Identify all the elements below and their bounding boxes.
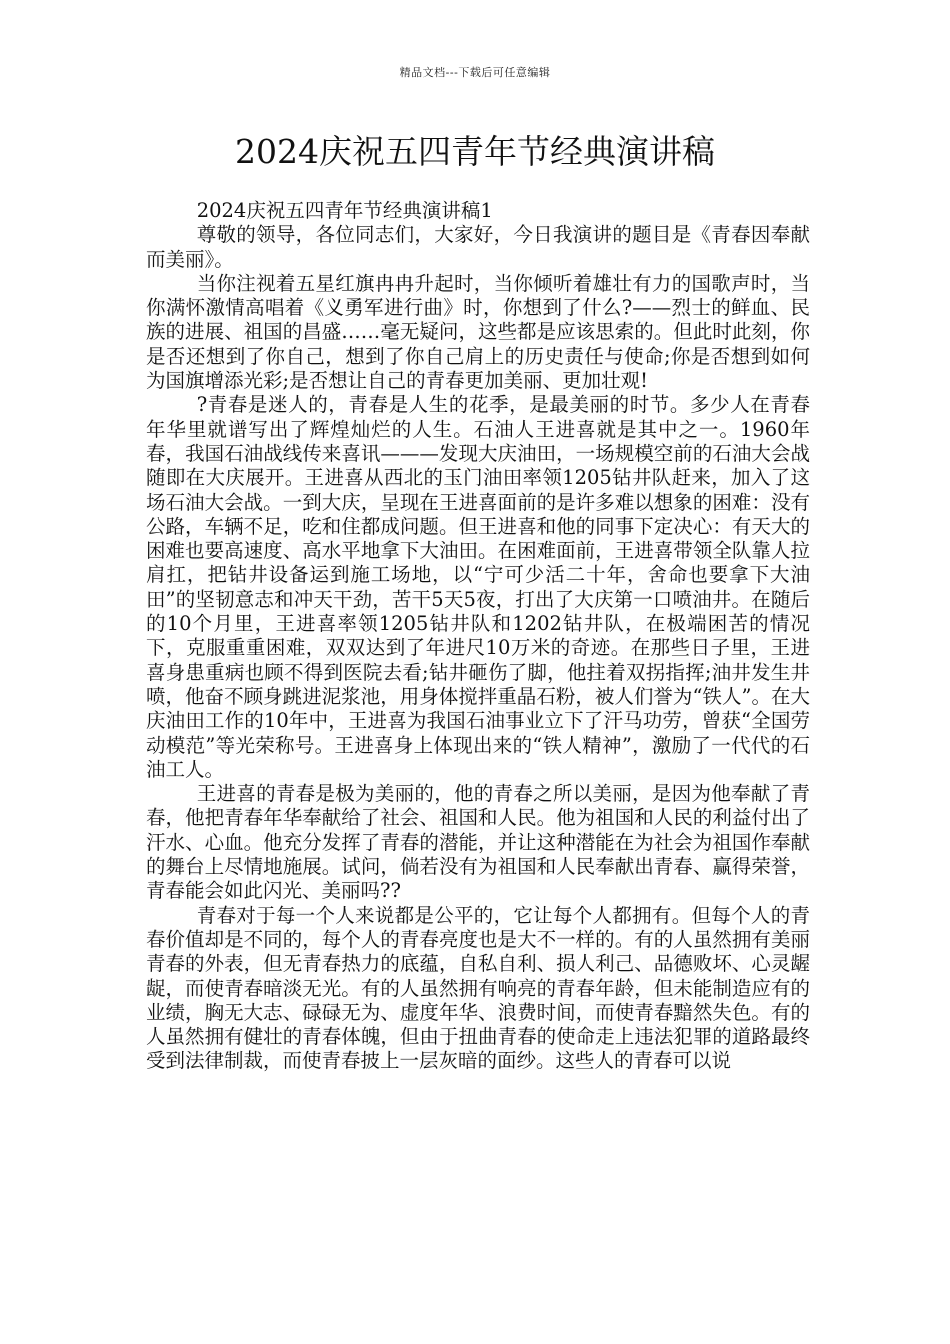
document-body	[146, 199, 810, 1074]
paragraph: 青春对于每一个人来说都是公平的，它让每个人都拥有。但每个人的青春价值却是不同的，每个人的青春亮度也是大不一样的。有的人虽然拥有美丽青春的外表，但无青春热力的底蕴，自私自利、损人利己、品德败坏、心灵龌龊，而使青春暗淡无光。有的人虽然拥有响亮的青春年龄，但未能制造应有的业绩，胸无大志、碌碌无为、虚度年华、浪费时间，而使青春黯然失色。有的人虽然拥有健壮的青春体魄，但由于扭曲青春的使命走上违法犯罪的道路最终受到法律制裁，而使青春披上一层灰暗的面纱。这些人的青春可以说	[146, 903, 810, 1073]
paragraph: 当你注视着五星红旗冉冉升起时，当你倾听着雄壮有力的国歌声时，当你满怀激情高唱着《义勇军进行曲》时，你想到了什么?——烈士的鲜血、民族的进展、祖国的昌盛……毫无疑问，这些都是应该思索的。但此时此刻，你是否还想到了你自己，想到了你自己肩上的历史责任与使命;你是否想到如何为国旗增添光彩;是否想让自己的青春更加美丽、更加壮观!	[146, 271, 810, 393]
paragraph: 王进喜的青春是极为美丽的，他的青春之所以美丽，是因为他奉献了青春，他把青春年华奉献给了社会、祖国和人民。他为祖国和人民的利益付出了汗水、心血。他充分发挥了青春的潜能，并让这种潜能在为社会为祖国作奉献的舞台上尽情地施展。试问，倘若没有为祖国和人民奉献出青春、赢得荣誉，青春能会如此闪光、美丽吗??	[146, 782, 810, 903]
page-header: 精品文档---下载后可任意编辑	[399, 66, 551, 79]
paragraph: 尊敬的领导，各位同志们，大家好，今日我演讲的题目是《青春因奉献而美丽》。	[146, 223, 810, 271]
paragraph: ?青春是迷人的，青春是人生的花季，是最美丽的时节。多少人在青春年华里就谱写出了辉煌灿烂的人生。石油人王进喜就是其中之一。1960年春，我国石油战线传来喜讯———发现大庆油田，一场规模空前的石油大会战随即在大庆展开。王进喜从西北的玉门油田率领1205钻井队赶来，加入了这场石油大会战。一到大庆，呈现在王进喜面前的是许多难以想象的困难：没有公路，车辆不足，吃和住都成问题。但王进喜和他的同事下定决心：有天大的困难也要高速度、高水平地拿下大油田。在困难面前，王进喜带领全队靠人拉肩扛，把钻井设备运到施工场地，以“宁可少活二十年，舍命也要拿下大油田”的坚韧意志和冲天干劲，苦干5天5夜，打出了大庆第一口喷油井。在随后的10个月里，王进喜率领1205钻井队和1202钻井队，在极端困苦的情况下，克服重重困难，双双达到了年进尺10万米的奇迹。在那些日子里，王进喜身患重病也顾不得到医院去看;钻井砸伤了脚，他拄着双拐指挥;油井发生井喷，他奋不顾身跳进泥浆池，用身体搅拌重晶石粉，被人们誉为“铁人”。在大庆油田工作的10年中，王进喜为我国石油事业立下了汗马功劳，曾获“全国劳动模范”等光荣称号。王进喜身上体现出来的“铁人精神”，激励了一代代的石油工人。	[146, 393, 810, 781]
document-subtitle: 2024庆祝五四青年节经典演讲稿1	[196, 199, 493, 222]
document-title: 2024庆祝五四青年节经典演讲稿	[235, 132, 715, 171]
